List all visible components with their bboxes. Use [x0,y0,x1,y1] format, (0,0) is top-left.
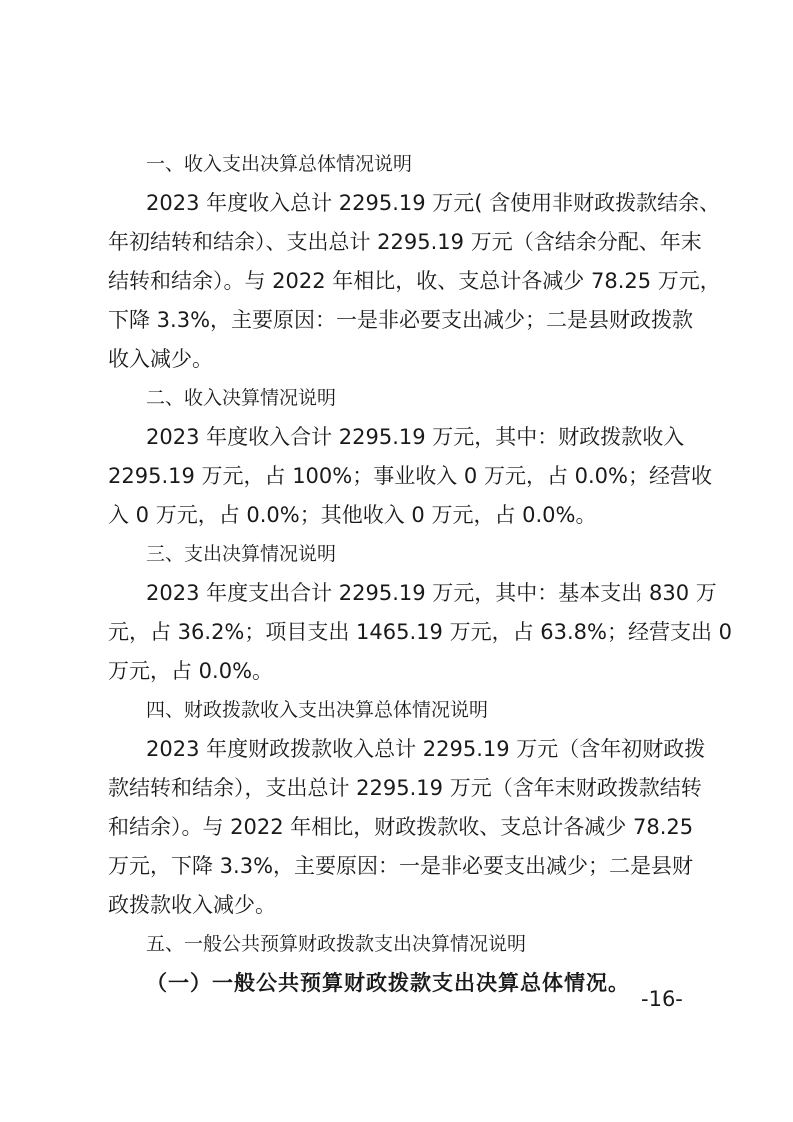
paragraph-line: 2023 年度支出合计 2295.19 万元，其中：基本支出 830 万 [146,581,717,605]
section-paragraph-3 [108,574,732,691]
paragraph-line: 2295.19 万元，占 100%；事业收入 0 万元，占 0.0%；经营收 [108,464,712,488]
section-heading-3: 三、支出决算情况说明 [146,543,337,565]
paragraph-line: 万元，占 0.0%。 [108,659,274,683]
section-heading-1: 一、收入支出决算总体情况说明 [146,153,413,175]
paragraph-line: 入 0 万元，占 0.0%；其他收入 0 万元，占 0.0%。 [108,503,597,527]
page-number: -16- [641,987,683,1011]
paragraph-line: 元，占 36.2%；项目支出 1465.19 万元，占 63.8%；经营支出 0 [108,620,732,644]
section-paragraph-1 [108,184,721,379]
section-heading-2: 二、收入决算情况说明 [146,387,337,409]
paragraph-line: 结转和结余）。与 2022 年相比，收、支总计各减少 78.25 万元， [108,269,721,293]
paragraph-line: 2023 年度收入总计 2295.19 万元( 含使用非财政拨款结余、 [146,191,721,215]
paragraph-line: 万元，下降 3.3%，主要原因：一是非必要支出减少；二是县财 [108,854,694,878]
subsection-heading: （一）一般公共预算财政拨款支出决算总体情况。 [146,971,630,995]
section-paragraph-4 [108,730,706,925]
paragraph-line: 下降 3.3%，主要原因：一是非必要支出减少；二是县财政拨款 [108,308,694,332]
paragraph-line: 2023 年度财政拨款收入总计 2295.19 万元（含年初财政拨 [146,737,706,761]
paragraph-line: 2023 年度收入合计 2295.19 万元，其中：财政拨款收入 [146,425,685,449]
paragraph-line: 收入减少。 [108,347,213,371]
paragraph-line: 年初结转和结余）、支出总计 2295.19 万元（含结余分配、年末 [108,230,702,254]
section-paragraph-2 [108,418,712,535]
document-page [108,145,732,1003]
paragraph-line: 政拨款收入减少。 [108,893,276,917]
section-heading-4: 四、财政拨款收入支出决算总体情况说明 [146,699,489,721]
paragraph-line: 和结余）。与 2022 年相比，财政拨款收、支总计各减少 78.25 [108,815,694,839]
section-heading-5: 五、一般公共预算财政拨款支出决算情况说明 [146,933,527,955]
paragraph-line: 款结转和结余），支出总计 2295.19 万元（含年末财政拨款结转 [108,776,702,800]
